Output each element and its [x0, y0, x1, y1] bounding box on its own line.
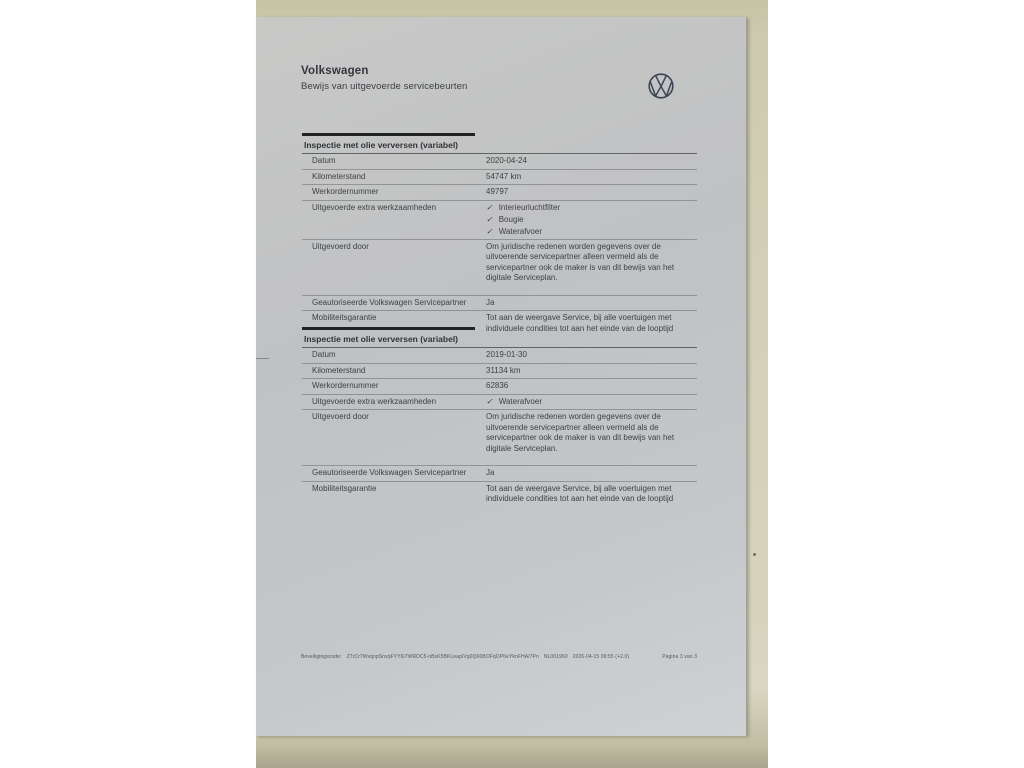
table-row-extra-werkzaamheden	[302, 395, 697, 411]
row-value: 2019-01-30	[486, 350, 527, 359]
row-value: Om juridische redenen worden gegevens over de uitvoerende servicepartner alleen vermeld als de servicepartner ook de maker is van dit bewijs van het digitale Serviceplan.	[486, 241, 675, 282]
table-row-servicepartner	[302, 466, 697, 482]
security-code-label: Beveiligingscode:	[301, 654, 342, 660]
table-row-servicepartner	[302, 296, 697, 312]
row-label: Geautoriseerde Volkswagen Servicepartner	[312, 468, 467, 477]
section-title: Inspectie met olie verversen (variabel)	[302, 136, 697, 154]
checklist-item	[486, 215, 697, 225]
row-label: Mobiliteitsgarantie	[312, 483, 377, 493]
timestamp: 2026-04-15 09:55 (+2.0)	[572, 654, 630, 660]
row-value: Tot aan de weergave Service, bij alle voertuigen met individuele condities tot aan het einde van de looptijd	[486, 313, 674, 333]
row-label: Uitgevoerd door	[312, 412, 369, 421]
row-label: Uitgevoerde extra werkzaamheden	[312, 202, 437, 212]
row-label: Werkordernummer	[312, 381, 379, 390]
table-row-uitgevoerd-door	[302, 240, 697, 296]
table-row-mobiliteitsgarantie	[302, 482, 697, 507]
row-value: 2020-04-24	[486, 156, 527, 165]
checklist-item-label: Interieurluchtfilter	[498, 202, 561, 212]
checklist-item-label: Waterafvoer	[498, 396, 542, 406]
row-value: Om juridische redenen worden gegevens over de uitvoerende servicepartner alleen vermeld als de servicepartner ook de maker is van dit bewijs van het digitale Serviceplan.	[486, 412, 675, 453]
row-value: Ja	[486, 468, 495, 477]
row-value: Tot aan de weergave Service, bij alle voertuigen met individuele condities tot aan het einde van de looptijd	[486, 483, 674, 503]
document-footer	[301, 654, 697, 660]
page-indicator: Pagina 3 van 3	[662, 654, 697, 660]
paper-speck	[753, 553, 756, 556]
checklist-item-label: Waterafvoer	[498, 226, 542, 236]
document-subtitle: Bewijs van uitgevoerde servicebeurten	[301, 81, 468, 92]
service-document-page	[256, 17, 747, 736]
row-label: Mobiliteitsgarantie	[312, 313, 377, 322]
row-label: Geautoriseerde Volkswagen Servicepartner	[312, 297, 467, 307]
check-icon: ✓	[486, 202, 493, 212]
table-row-extra-werkzaamheden	[302, 201, 697, 240]
row-value: 31134 km	[486, 365, 521, 375]
security-code-value: Z7rCr7WvqnpSnxqFYY6i7WRDC5-nBsK5BKLeapIVg0Q66BOFqOP6eYknFHA/7Pn	[346, 654, 539, 660]
checklist-item-label: Bougie	[498, 214, 524, 224]
checklist-item	[486, 203, 697, 213]
table-row-kilometerstand	[302, 364, 697, 380]
service-record-section-1	[302, 133, 697, 336]
checklist	[486, 203, 697, 237]
table-row-datum	[302, 154, 697, 170]
table-row-uitgevoerd-door	[302, 410, 697, 466]
check-icon: ✓	[486, 396, 493, 406]
table-row-werkordernummer	[302, 185, 697, 201]
row-label: Kilometerstand	[312, 171, 366, 181]
row-label: Kilometerstand	[312, 365, 366, 375]
row-label: Werkordernummer	[312, 187, 379, 196]
checklist-item	[486, 227, 697, 237]
footer-security-info	[301, 654, 634, 660]
fold-mark	[256, 358, 269, 359]
row-value: 62836	[486, 381, 509, 390]
check-icon: ✓	[486, 226, 493, 236]
row-value: 49797	[486, 187, 509, 196]
row-value: Ja	[486, 297, 495, 307]
service-record-section-2	[302, 327, 697, 507]
document-photo	[256, 0, 768, 768]
row-label: Uitgevoerde extra werkzaamheden	[312, 396, 437, 406]
vw-logo-icon	[646, 71, 676, 101]
checklist	[486, 397, 697, 407]
section-title: Inspectie met olie verversen (variabel)	[302, 330, 697, 348]
document-number: NL001960	[543, 654, 568, 660]
table-row-kilometerstand	[302, 170, 697, 186]
brand-title: Volkswagen	[301, 65, 369, 77]
row-label: Uitgevoerd door	[312, 241, 369, 251]
row-value: 54747 km	[486, 171, 522, 181]
check-icon: ✓	[486, 214, 493, 224]
checklist-item	[486, 397, 697, 407]
table-row-werkordernummer	[302, 379, 697, 395]
row-label: Datum	[312, 350, 336, 359]
row-label: Datum	[312, 156, 336, 165]
table-row-datum	[302, 348, 697, 364]
